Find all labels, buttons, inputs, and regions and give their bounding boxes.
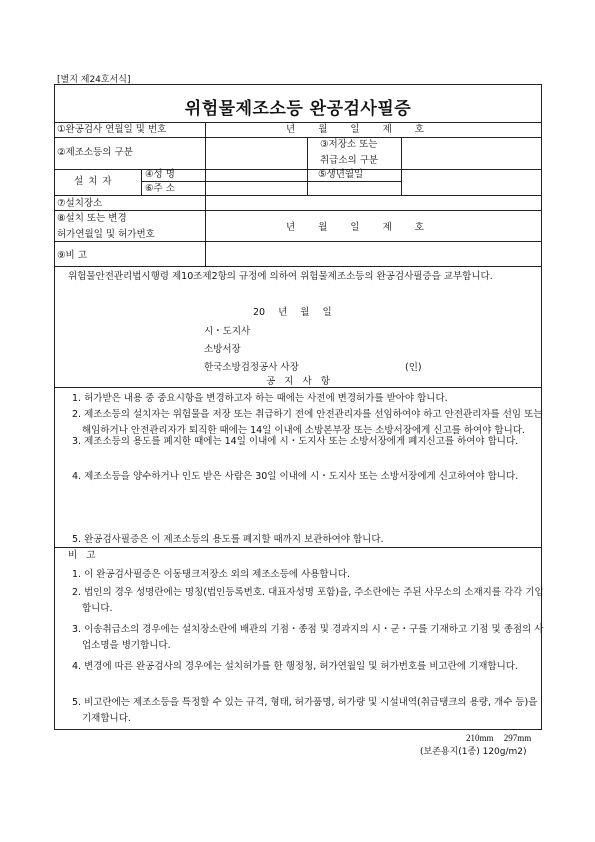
name-label: ④성 명 [145,169,175,180]
form-title: 위험물제조소등 완공검사필증 [184,99,412,119]
storage-type-label-1: ③저장소 또는 [320,139,378,150]
notice-item: 1. 허가받은 내용 중 중요시항을 변경하고자 하는 때에는 사전에 변경허가를 받아야 합니다. [72,393,448,404]
notice-heading: 공 지 사 항 [266,376,330,387]
certification-text: 위험물안전관리법시행령 제10조제2항의 규정에 의하여 위험물제조소등의 완공검사필증을 교부합니다. [68,271,493,282]
permit-date-value: 년 월 일 제 호 [286,222,424,233]
permit-label-1: ⑧설치 또는 변경 [57,213,127,224]
form-number: [별지 제24호서식] [57,75,131,85]
issuer-fire-chief: 소방서장 [204,344,241,355]
issuer-governor: 시・도지사 [204,326,251,337]
paper-size: 210mm 297mm [466,733,532,743]
installer-label: 설 치 자 [74,176,113,187]
inspection-date-label: ①완공검사 연월일 및 번호 [57,124,167,135]
birthdate-label: ⑤생년월일 [318,169,364,180]
location-label: ⑦설치장소 [57,198,103,209]
remarks-item: 4. 변경에 따른 완공검사의 경우에는 설치허가를 한 행정청, 허가연월일 및 허가번호를 비고란에 기재합니다. [72,661,518,672]
storage-type-label-2: 취급소의 구분 [320,155,379,166]
remarks-label: ⑨비 고 [57,250,87,261]
remarks-item: 5. 비고란에는 제조소등을 특정할 수 있는 규격, 형태, 허가품명, 허가량 및 시설내역(취급탱크의 용량, 개수 등)을 기재합니다. [72,697,538,724]
remarks-heading: 비 고 [68,550,96,561]
issue-date: 20 년 월 일 [253,307,332,318]
issuer-kfi-president: 한국소방검정공사 사장 [204,362,299,373]
address-label: ⑥주 소 [145,183,175,194]
remarks-item: 1. 이 완공검사필증은 이동탱크저장소 외의 제조소등에 사용합니다. [72,569,350,580]
remarks-item: 3. 이송취급소의 경우에는 설치장소란에 배관의 기점・종점 및 경과지의 시・군・구를 기재하고 기점 및 종점의 사업소명을 병기합니다. [72,624,544,651]
notice-item: 3. 제조소등의 용도를 폐지한 때에는 14일 이내에 시・도지사 또는 소방서장에게 폐지신고를 하여야 합니다. [72,436,519,447]
notice-item: 5. 완공검사필증은 이 제조소등의 용도를 폐지할 때까지 보관하여야 합니다. [72,534,384,545]
notice-item: 4. 제조소등을 양수하거나 인도 받은 사람은 30일 이내에 시・도지사 또는 소방서장에게 신고하여야 합니다. [72,471,519,482]
permit-label-2: 허가연월일 및 허가번호 [57,229,155,240]
seal-mark: (인) [405,362,422,373]
paper-spec: (보존용지(1종) 120g/m2) [420,747,527,757]
notice-item: 2. 제조소등의 설치자는 위험물을 저장 또는 취급하기 전에 안전관리자를 선임하여야 하고 안전관리자를 선임 또는 해임하거나 안전관리자가 퇴직한 때에는 14일 이내에 소방본부장 또는 소방서장에게 신고를 하여야 합니다. [72,409,543,436]
inspection-date-value: 년 월 일 제 호 [286,124,424,135]
facility-type-label: ②제조소등의 구분 [57,147,133,158]
remarks-item: 2. 법인의 경우 성명란에는 명칭(법인등록번호. 대표자성명 포함)을, 주소란에는 주된 사무소의 소재지를 각각 기입합니다. [72,587,544,614]
